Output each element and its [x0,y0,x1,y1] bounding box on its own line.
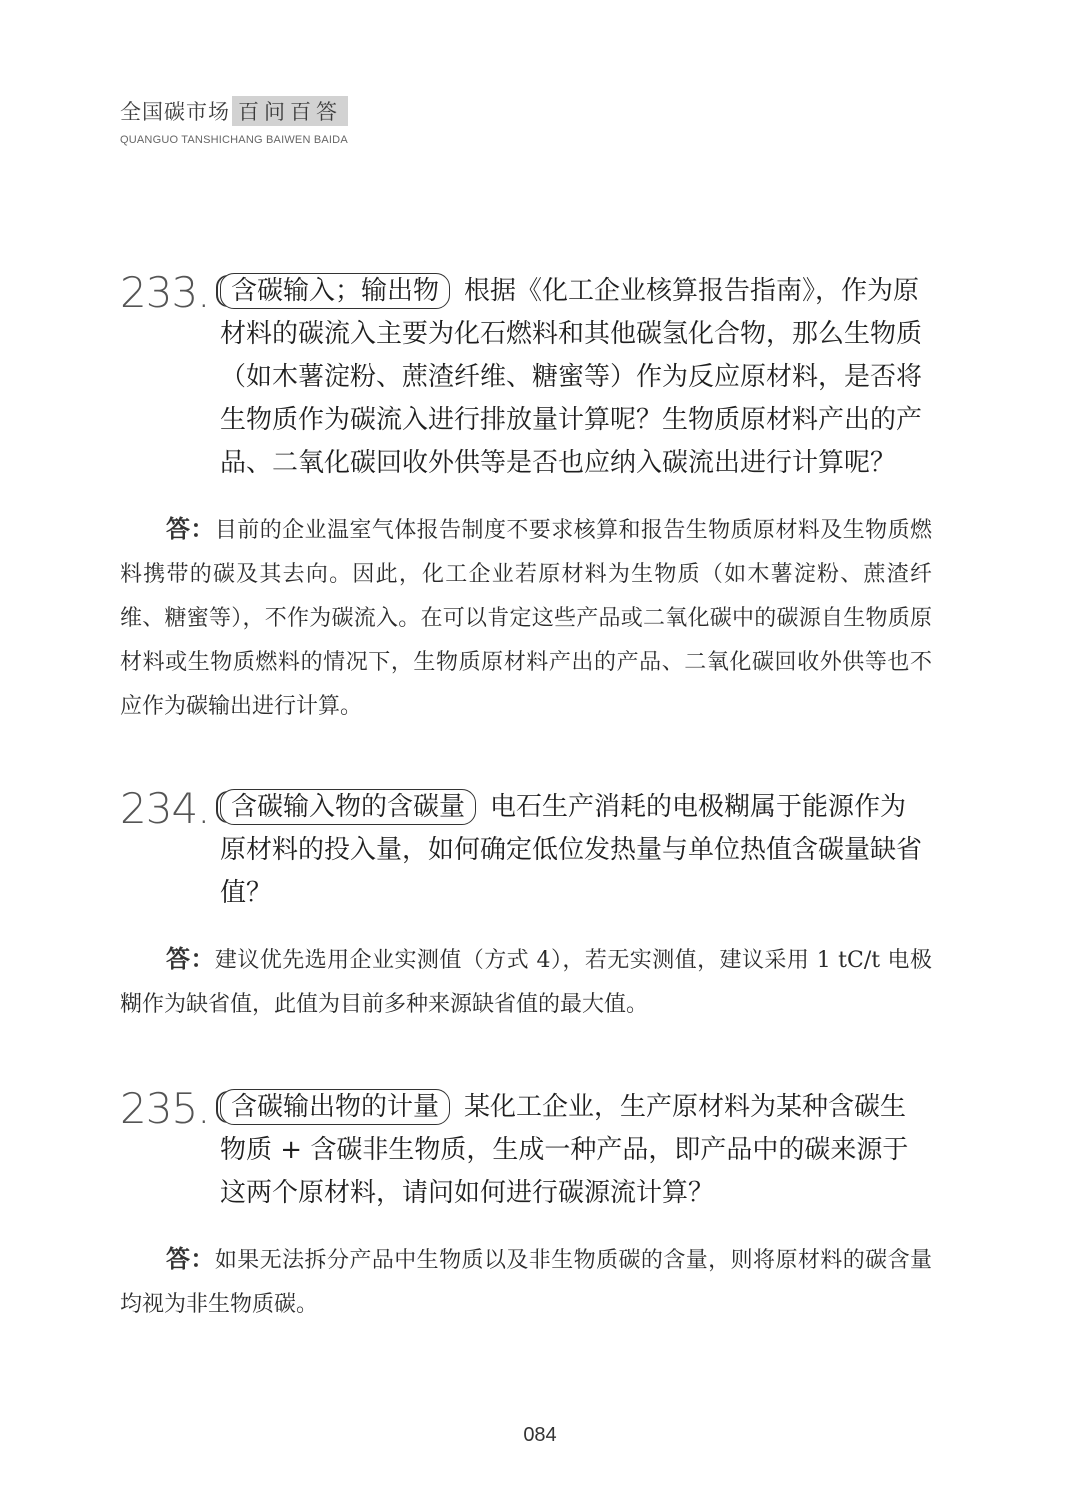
question-text: 根据《化工企业核算报告指南》，作为原材料的碳流入主要为化石燃料和其他碳氢化合物，那么生物质（如木薯淀粉、蔗渣纤维、糖蜜等）作为反应原材料，是否将生物质作为碳流入进行排放量计算呢？生物质原材料产出的产品、二氧化碳回收外供等是否也应纳入碳流出进行计算呢？ [220,276,923,478]
qa-item-234 [120,786,932,1027]
header-subtitle: QUANGUO TANSHICHANG BAIWEN BAIDA [120,134,348,146]
page-number: 084 [523,1424,557,1446]
question-text: 某化工企业，生产原材料为某种含碳生物质 + 含碳非生物质，生成一种产品，即产品中的碳来源于这两个原材料，请问如何进行碳源流计算？ [220,1092,909,1208]
answer-label: 答： [166,945,215,973]
running-header [120,94,348,146]
answer-label: 答： [166,1245,215,1273]
answer [120,507,932,729]
question-tag: 含碳输出物的计量 [220,1089,450,1125]
answer-text: 目前的企业温室气体报告制度不要求核算和报告生物质原材料及生物质燃料携带的碳及其去向。因此，化工企业若原材料为生物质（如木薯淀粉、蔗渣纤维、糖蜜等），不作为碳流入。在可以肯定这些产品或二氧化碳中的碳源自生物质原材料或生物质燃料的情况下，生物质原材料产出的产品、二氧化碳回收外供等也不应作为碳输出进行计算。 [120,518,932,719]
question [220,1086,932,1215]
answer [120,937,932,1027]
qa-item-235 [120,1086,932,1327]
question-number: 235. [120,1084,210,1133]
header-title-box: 百问百答 [232,96,348,126]
question-tag: 含碳输入；输出物 [220,273,450,309]
question-number: 233. [120,268,210,317]
answer-label: 答： [166,515,215,543]
header-title [120,94,348,128]
qa-item-233 [120,270,932,729]
answer [120,1237,932,1327]
answer-text: 建议优先选用企业实测值（方式 4），若无实测值，建议采用 1 tC/t 电极糊作为缺省值，此值为目前多种来源缺省值的最大值。 [120,948,932,1017]
answer-text: 如果无法拆分产品中生物质以及非生物质碳的含量，则将原材料的碳含量均视为非生物质碳。 [120,1248,932,1317]
question-text: 电石生产消耗的电极糊属于能源作为原材料的投入量，如何确定低位发热量与单位热值含碳量缺省值？ [220,792,923,908]
question [220,786,932,915]
question [220,270,932,485]
question-tag: 含碳输入物的含碳量 [220,789,476,825]
question-number: 234. [120,784,210,833]
header-title-main: 全国碳市场 [120,100,230,124]
